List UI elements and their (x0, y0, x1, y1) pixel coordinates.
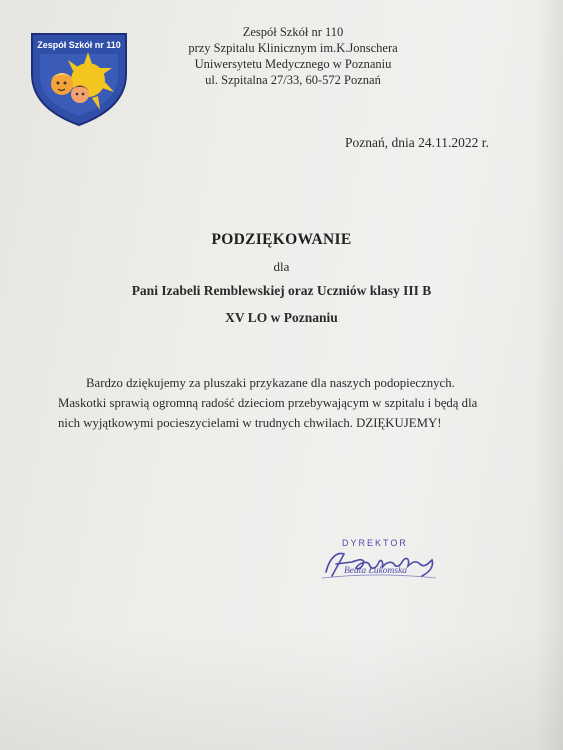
school-header (168, 24, 418, 88)
signature-name: Beata Łukomska (344, 566, 408, 576)
header-line: przy Szpitalu Klinicznym im.K.Jonschera (188, 41, 398, 55)
handwritten-signature (318, 538, 448, 584)
for-word: dla (273, 259, 290, 274)
letter-title: PODZIĘKOWANIE (211, 231, 352, 248)
header-line: Zespół Szkół nr 110 (242, 25, 344, 39)
logo-text: Zespół Szkół nr 110 (37, 40, 121, 50)
page-bottom-shade (0, 630, 563, 750)
school-logo (28, 30, 130, 128)
body-line: Maskotki sprawią ogromną radość dzieciom przebywającym w szpitalu i będą dla (58, 396, 478, 410)
recipient-line: Pani Izabeli Remblewskiej oraz Uczniów klasy III B (131, 283, 432, 298)
header-line: ul. Szpitalna 27/33, 60-572 Poznań (205, 73, 381, 87)
letter-date: Poznań, dnia 24.11.2022 r. (345, 135, 489, 150)
signature-role: DYREKTOR (342, 538, 408, 548)
letter-body (58, 373, 508, 433)
body-line: nich wyjątkowymi pocieszycielami w trudnych chwilach. DZIĘKUJEMY! (58, 416, 442, 430)
recipient-school: XV LO w Poznaniu (225, 310, 338, 325)
header-line: Uniwersytetu Medycznego w Poznaniu (194, 57, 392, 71)
body-line: Bardzo dziękujemy za pluszaki przykazane dla naszych podopiecznych. (86, 376, 455, 390)
